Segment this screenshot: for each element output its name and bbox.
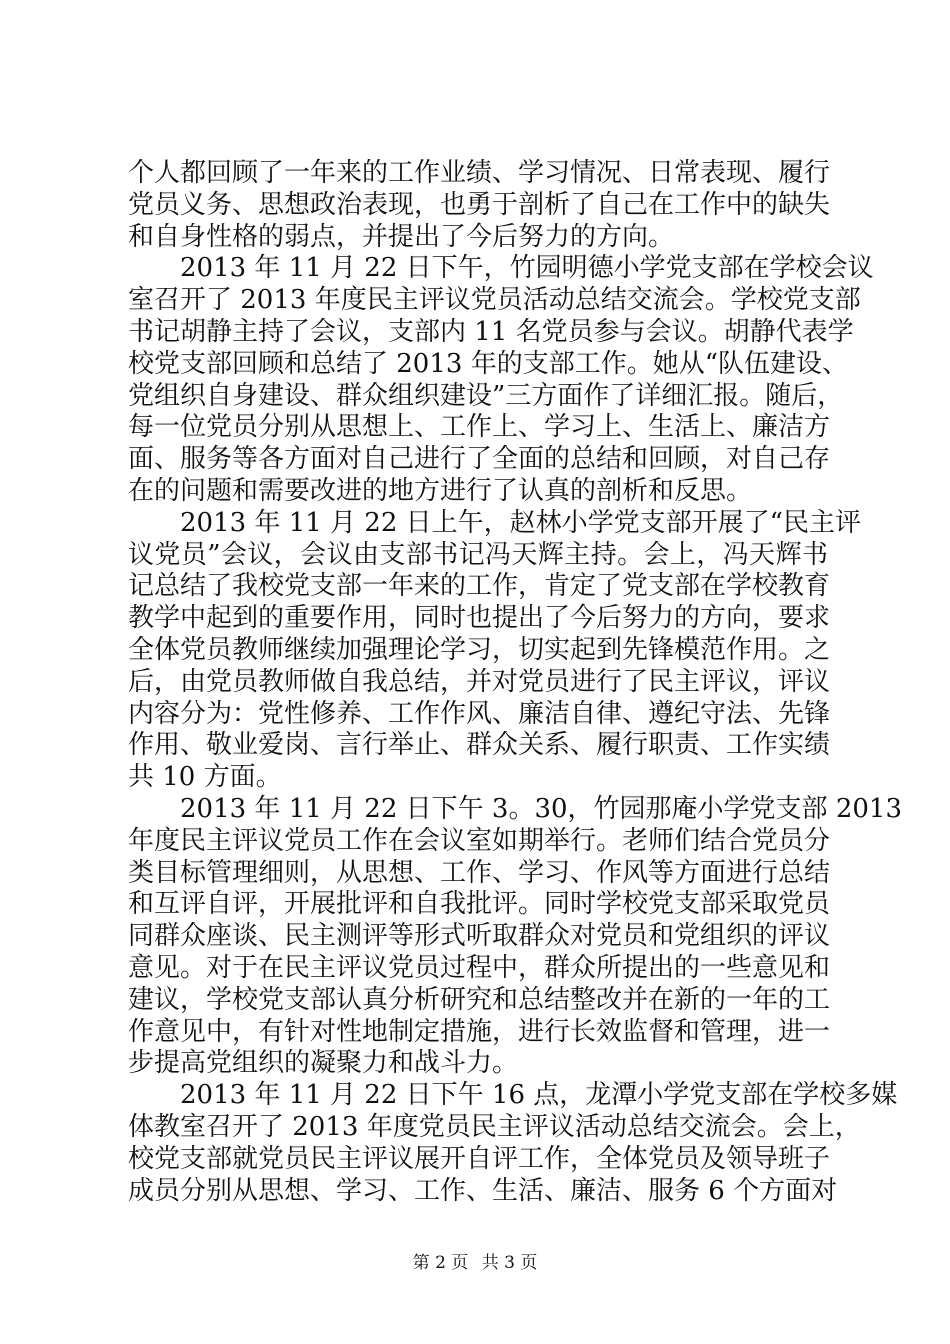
text-line: 后，由党员教师做自我总结，并对党员进行了民主评议，评议 bbox=[128, 666, 831, 697]
paragraph bbox=[128, 158, 831, 253]
text-line: 和互评自评，开展批评和自我批评。同时学校党支部采取党员 bbox=[128, 889, 831, 920]
text-line: 作意见中，有针对性地制定措施，进行长效监督和管理，进一 bbox=[128, 1016, 831, 1047]
text-line: 教学中起到的重要作用，同时也提出了今后努力的方向，要求 bbox=[128, 603, 831, 634]
text-line: 步提高党组织的凝聚力和战斗力。 bbox=[128, 1048, 519, 1079]
text-line: 和自身性格的弱点，并提出了今后努力的方向。 bbox=[128, 221, 675, 252]
text-line: 类目标管理细则，从思想、工作、学习、作风等方面进行总结 bbox=[128, 857, 831, 888]
text-line: 在的问题和需要改进的地方进行了认真的剖析和反思。 bbox=[128, 475, 753, 506]
text-line: 成员分别从思想、学习、工作、生活、廉洁、服务 6 个方面对 bbox=[128, 1175, 838, 1206]
paragraph bbox=[128, 507, 861, 794]
text-line: 2013 年 11 月 22 日下午，竹园明德小学党支部在学校会议 bbox=[180, 253, 874, 284]
text-line: 2013 年 11 月 22 日下午 3。30，竹园那庵小学党支部 2013 bbox=[180, 793, 902, 824]
text-line: 室召开了 2013 年度民主评议党员活动总结交流会。学校党支部 bbox=[128, 285, 861, 316]
text-line: 共 10 方面。 bbox=[128, 762, 282, 793]
text-line: 内容分为：党性修养、工作作风、廉洁自律、遵纪守法、先锋 bbox=[128, 698, 831, 729]
text-line: 同群众座谈、民主测评等形式听取群众对党员和党组织的评议 bbox=[128, 921, 831, 952]
text-line: 意见。对于在民主评议党员过程中，群众所提出的一些意见和 bbox=[128, 952, 831, 983]
text-line: 书记胡静主持了会议，支部内 11 名党员参与会议。胡静代表学 bbox=[128, 316, 854, 347]
text-line: 个人都回顾了一年来的工作业绩、学习情况、日常表现、履行 bbox=[128, 158, 831, 188]
text-line: 校党支部回顾和总结了 2013 年的支部工作。她从“队伍建设、 bbox=[128, 348, 848, 379]
page-total: 共 3 页 bbox=[481, 1253, 538, 1273]
text-line: 年度民主评议党员工作在会议室如期举行。老师们结合党员分 bbox=[128, 825, 831, 856]
text-line: 党员义务、思想政治表现，也勇于剖析了自己在工作中的缺失 bbox=[128, 189, 831, 220]
text-line: 每一位党员分别从思想上、工作上、学习上、生活上、廉洁方 bbox=[128, 412, 831, 443]
document-body bbox=[128, 158, 902, 1207]
text-line: 党组织自身建设、群众组织建设”三方面作了详细汇报。随后， bbox=[128, 380, 844, 411]
text-line: 2013 年 11 月 22 日下午 16 点，龙潭小学党支部在学校多媒 bbox=[180, 1080, 898, 1111]
page-footer bbox=[0, 1252, 950, 1274]
text-line: 体教室召开了 2013 年度党员民主评议活动总结交流会。会上， bbox=[128, 1111, 861, 1142]
page-number: 第 2 页 bbox=[412, 1253, 469, 1273]
text-line: 全体党员教师继续加强理论学习，切实起到先锋模范作用。之 bbox=[128, 634, 831, 665]
text-line: 校党支部就党员民主评议展开自评工作，全体党员及领导班子 bbox=[128, 1143, 831, 1174]
paragraph bbox=[128, 793, 902, 1080]
text-line: 建议，学校党支部认真分析研究和总结整改并在新的一年的工 bbox=[128, 984, 831, 1015]
text-line: 记总结了我校党支部一年来的工作，肯定了党支部在学校教育 bbox=[128, 571, 831, 602]
paragraph bbox=[128, 253, 874, 507]
text-line: 作用、敬业爱岗、言行举止、群众关系、履行职责、工作实绩 bbox=[128, 730, 831, 761]
text-line: 2013 年 11 月 22 日上午，赵林小学党支部开展了“民主评 bbox=[180, 507, 861, 538]
text-line: 议党员”会议，会议由支部书记冯天辉主持。会上，冯天辉书 bbox=[128, 539, 828, 570]
paragraph bbox=[128, 1080, 898, 1207]
text-line: 面、服务等各方面对自己进行了全面的总结和回顾，对自己存 bbox=[128, 444, 831, 475]
